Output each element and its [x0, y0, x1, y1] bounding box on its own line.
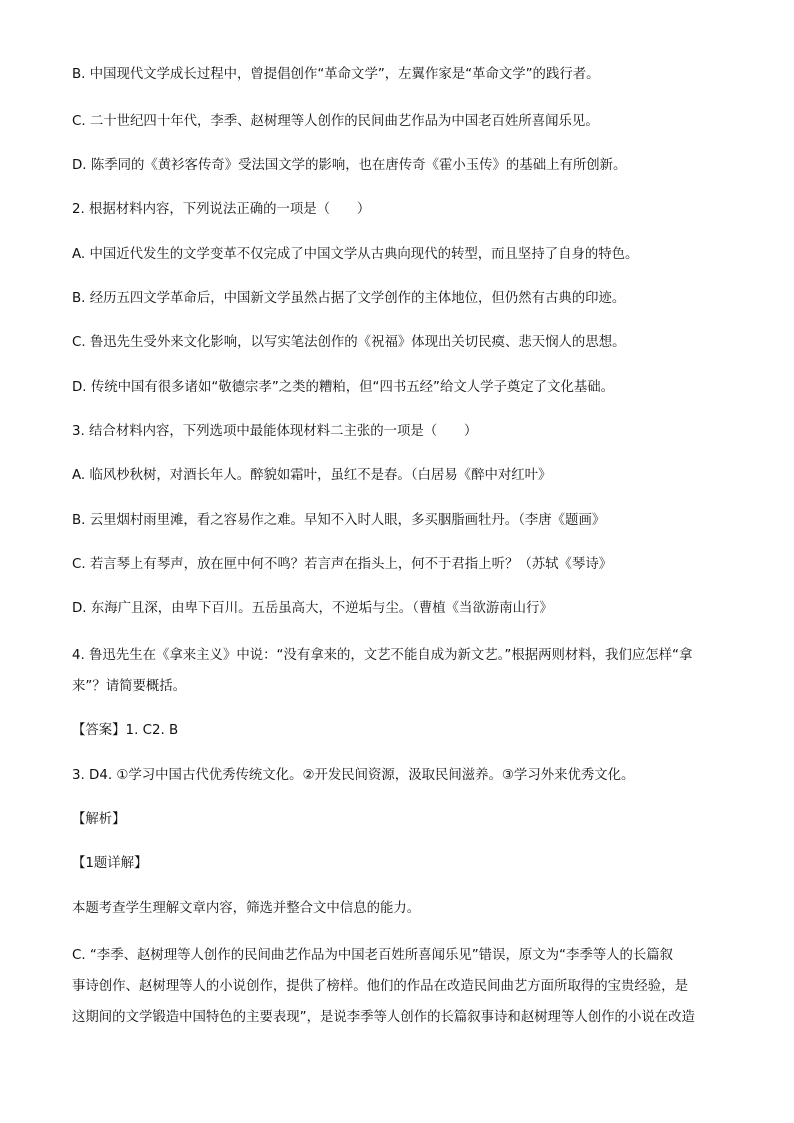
- detail-heading-1: 【1题详解】: [72, 856, 148, 871]
- option-3b: B. 云里烟村雨里滩，看之容易作之难。早知不入时人眼，多买胭脂画牡丹。（李唐《题画》: [72, 513, 606, 528]
- option-1b: B. 中国现代文学成长过程中，曾提倡创作“革命文学”，左翼作家是“革命文学”的践行者。: [72, 67, 600, 82]
- option-2d: D. 传统中国有很多诸如“敬德宗孝”之类的糟粕，但“四书五经”给文人学子奠定了文化基础。: [72, 380, 615, 395]
- analysis-c-line-3: 这期间的文学锻造中国特色的主要表现”，是说李季等人创作的长篇叙事诗和赵树理等人创作的小说在改造: [72, 1010, 695, 1025]
- option-3c: C. 若言琴上有琴声，放在匣中何不鸣？若言声在指头上，何不于君指上听？（苏轼《琴诗》: [72, 557, 613, 572]
- answer-line-2: 3. D4. ①学习中国古代优秀传统文化。②开发民间资源，汲取民间滋养。③学习外来优秀文化。: [72, 768, 635, 783]
- question-2: 2. 根据材料内容，下列说法正确的一项是（ ）: [72, 202, 371, 217]
- option-3a: A. 临风杪秋树，对酒长年人。醉貌如霜叶，虽红不是春。（白居易《醉中对红叶》: [72, 468, 552, 483]
- analysis-c-line-1: C. “李季、赵树理等人创作的民间曲艺作品为中国老百姓所喜闻乐见”错误，原文为“李季等人的长篇叙: [72, 948, 674, 963]
- analysis-intro: 本题考查学生理解文章内容，筛选并整合文中信息的能力。: [72, 901, 421, 916]
- analysis-heading: 【解析】: [72, 812, 126, 827]
- analysis-c-line-2: 事诗创作、赵树理等人的小说创作，提供了榜样。他们的作品在改造民间曲艺方面所取得的宝贵经验，是: [72, 979, 688, 994]
- option-1d: D. 陈季同的《黄衫客传奇》受法国文学的影响，也在唐传奇《霍小玉传》的基础上有所创新。: [72, 158, 627, 173]
- answer-heading: 【答案】1. C2. B: [72, 723, 179, 738]
- option-3d: D. 东海广且深，由卑下百川。五岳虽高大，不逆垢与尘。（曹植《当欲游南山行》: [72, 601, 553, 616]
- option-2a: A. 中国近代发生的文学变革不仅完成了中国文学从古典向现代的转型，而且坚持了自身的特色。: [72, 247, 639, 262]
- option-1c: C. 二十世纪四十年代，李季、赵树理等人创作的民间曲艺作品为中国老百姓所喜闻乐见。: [72, 114, 599, 129]
- question-4-line-2: 来”？请简要概括。: [72, 679, 187, 694]
- option-2c: C. 鲁迅先生受外来文化影响，以写实笔法创作的《祝福》体现出关切民瘼、悲天悯人的思想。: [72, 335, 626, 350]
- question-4-line-1: 4. 鲁迅先生在《拿来主义》中说：“没有拿来的，文艺不能自成为新文艺。”根据两则材料，我们应怎样“拿: [72, 648, 693, 663]
- option-2b: B. 经历五四文学革命后，中国新文学虽然占据了文学创作的主体地位，但仍然有古典的印迹。: [72, 291, 626, 306]
- question-3: 3. 结合材料内容，下列选项中最能体现材料二主张的一项是（ ）: [72, 424, 478, 439]
